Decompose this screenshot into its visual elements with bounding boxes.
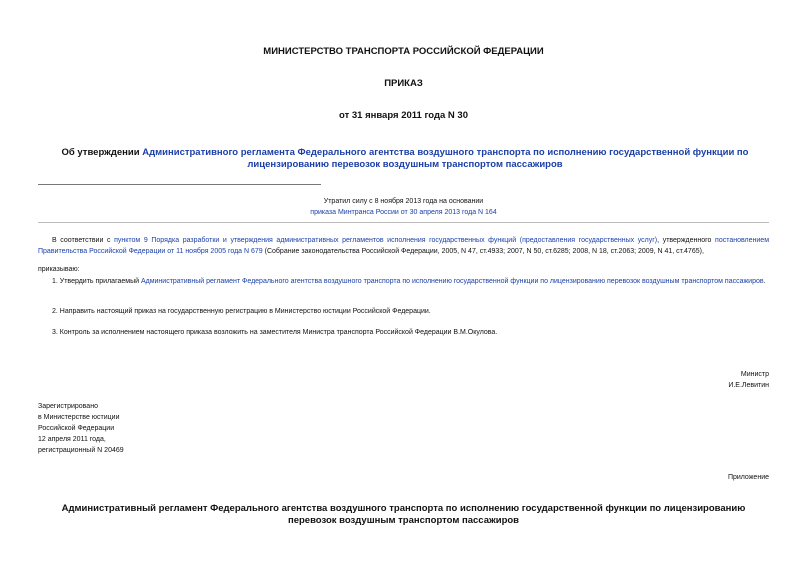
expired-note	[38, 196, 769, 218]
order-title	[45, 147, 765, 171]
order-title-prefix: Об утверждении	[61, 147, 143, 158]
registration-line-5: регистрационный N 20469	[38, 447, 124, 454]
appendix-label: Приложение	[727, 474, 769, 481]
item-1-prefix: 1. Утвердить прилагаемый	[52, 278, 141, 285]
item-1-suffix: .	[763, 278, 766, 285]
expired-text: Утратил силу с 8 ноября 2013 года на основании	[323, 198, 484, 205]
preamble-text-3: (Собрание законодательства Российской Федерации, 2005, N 47, ст.4933; 2007, N 50, ст.6285; 2008, N 18, ст.2063; 2009, N 41, ст.4765),	[262, 248, 704, 255]
registration-line-1: Зарегистрировано	[38, 403, 98, 410]
preamble-link-resolution[interactable]: постановлением Правительства Российской Федерации от 11 ноября 2005 года N 679	[38, 237, 770, 255]
registration-line-3: Российской Федерации	[38, 425, 115, 432]
signature-position: Министр	[740, 371, 769, 378]
preamble-text-2: , утвержденного	[657, 237, 716, 244]
ministry-heading: МИНИСТЕРСТВО ТРАНСПОРТА РОССИЙСКОЙ ФЕДЕРАЦИИ	[263, 46, 544, 57]
registration-block	[38, 401, 124, 456]
preamble-link-procedure[interactable]: пунктом 9 Порядка разработки и утверждения административных регламентов исполнения государственных функций (предоставления государственных услуг)	[114, 237, 658, 244]
divider-full	[38, 222, 769, 223]
registration-line-4: 12 апреля 2011 года,	[38, 436, 106, 443]
expired-link[interactable]: приказа Минтранса России от 30 апреля 2013 года N 164	[310, 209, 497, 216]
item-3: 3. Контроль за исполнением настоящего приказа возложить на заместителя Министра транспорта Российской Федерации В.М.Окулова.	[52, 329, 498, 336]
signature-name: И.Е.Левитин	[728, 382, 769, 389]
order-word: приказываю:	[38, 266, 80, 273]
preamble-paragraph	[38, 235, 769, 257]
regulation-title: Административный регламент Федерального агентства воздушного транспорта по исполнению государственной функции по лицензированию перевозок воздушным транспортом пассажиров	[61, 503, 746, 526]
divider-short	[38, 184, 321, 185]
order-title-link[interactable]: Административного регламента Федерального агентства воздушного транспорта по исполнению государственной функции по лицензированию перевозок воздушным транспортом пассажиров	[142, 147, 749, 170]
item-1	[38, 276, 769, 287]
doc-date: от 31 января 2011 года N 30	[339, 110, 468, 121]
item-2: 2. Направить настоящий приказ на государственную регистрацию в Министерство юстиции Российской Федерации.	[52, 308, 431, 315]
preamble-text-1: В соответствии с	[52, 237, 115, 244]
registration-line-2: в Министерстве юстиции	[38, 414, 120, 421]
item-1-link[interactable]: Административный регламент Федерального агентства воздушного транспорта по исполнению государственной функции по лицензированию перевозок воздушным транспортом пассажиров	[140, 278, 764, 285]
signature-block	[728, 369, 769, 391]
doc-type: ПРИКАЗ	[384, 78, 423, 89]
